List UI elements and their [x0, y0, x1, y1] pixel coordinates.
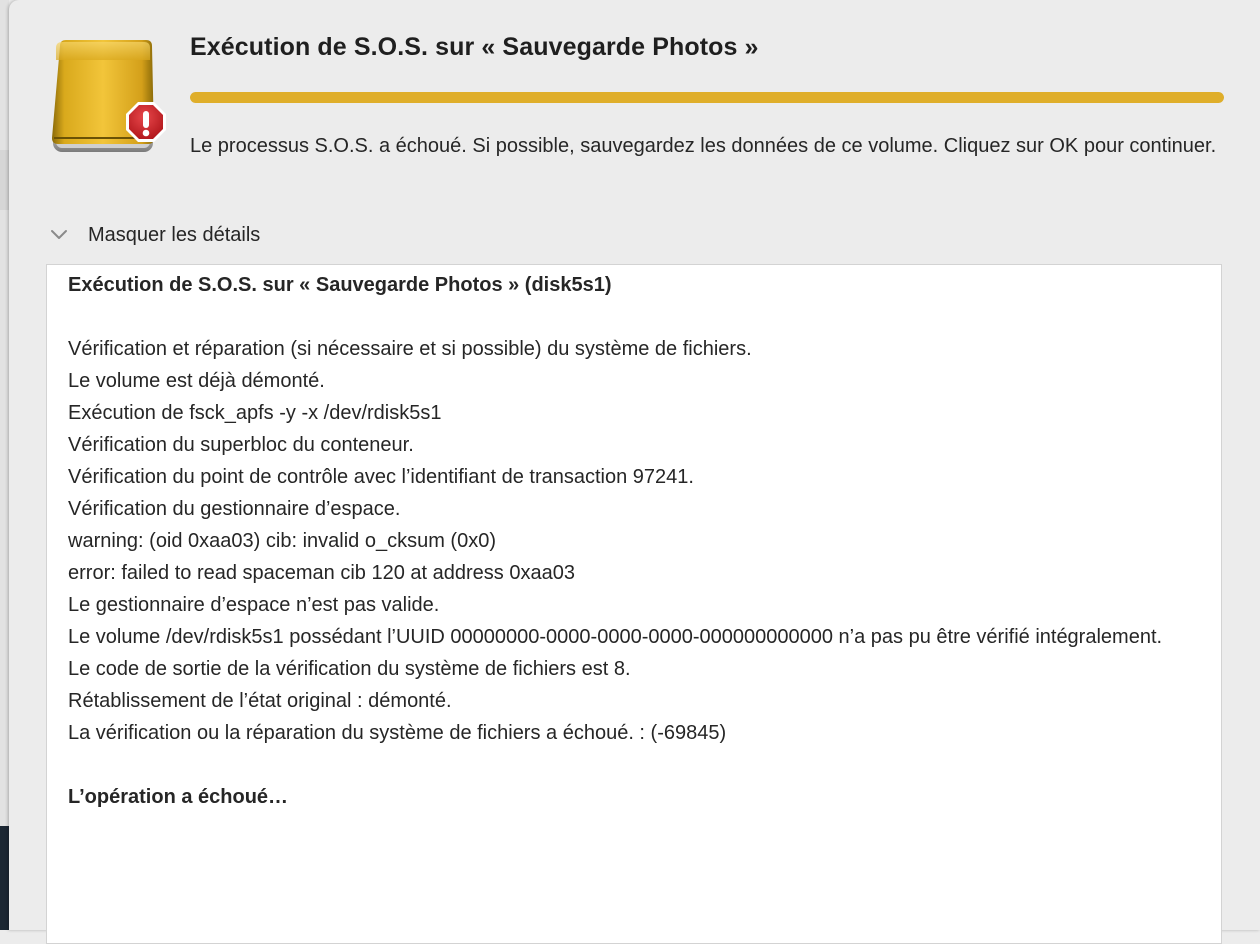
background-window-edge	[0, 0, 9, 930]
background-window-dark-segment	[0, 826, 9, 930]
log-spacer	[68, 749, 1201, 781]
log-line: Vérification du point de contrôle avec l’identifiant de transaction 97241.	[68, 466, 694, 488]
log-line: Le code de sortie de la vérification du système de fichiers est 8.	[68, 658, 631, 680]
external-drive-icon	[50, 38, 174, 162]
log-line: Rétablissement de l’état original : démonté.	[68, 690, 452, 712]
log-spacer	[68, 301, 1201, 333]
background-window-segment	[0, 150, 9, 210]
log-line: Vérification du superbloc du conteneur.	[68, 434, 414, 456]
log-line: Le volume /dev/rdisk5s1 possédant l’UUID 00000000-0000-0000-0000-000000000000 n’a pas pu être vérifié intégralement.	[68, 626, 1163, 648]
progress-bar-fill	[190, 92, 1224, 103]
status-message: Le processus S.O.S. a échoué. Si possible, sauvegardez les données de ce volume. Cliquez sur OK pour continuer.	[190, 135, 1217, 157]
dialog-title: Exécution de S.O.S. sur « Sauvegarde Photos »	[190, 33, 759, 61]
log-line: Vérification du gestionnaire d’espace.	[68, 498, 401, 520]
log-line: Le gestionnaire d’espace n’est pas valide.	[68, 594, 440, 616]
chevron-down-icon[interactable]	[46, 222, 72, 248]
log-line: La vérification ou la réparation du système de fichiers a échoué. : (-69845)	[68, 722, 727, 744]
log-header: Exécution de S.O.S. sur « Sauvegarde Photos » (disk5s1)	[68, 274, 612, 296]
log-line: Vérification et réparation (si nécessaire et si possible) du système de fichiers.	[68, 338, 752, 360]
log-footer: L’opération a échoué…	[68, 786, 289, 808]
log-line: Le volume est déjà démonté.	[68, 370, 325, 392]
hide-details-label[interactable]: Masquer les détails	[88, 223, 261, 246]
progress-bar	[190, 92, 1224, 103]
log-line: Exécution de fsck_apfs -y -x /dev/rdisk5s1	[68, 402, 442, 424]
log-line: warning: (oid 0xaa03) cib: invalid o_cksum (0x0)	[68, 530, 496, 552]
details-log-view[interactable]	[46, 264, 1222, 944]
log-line: error: failed to read spaceman cib 120 at address 0xaa03	[68, 562, 575, 584]
hide-details-toggle[interactable]	[46, 220, 260, 250]
